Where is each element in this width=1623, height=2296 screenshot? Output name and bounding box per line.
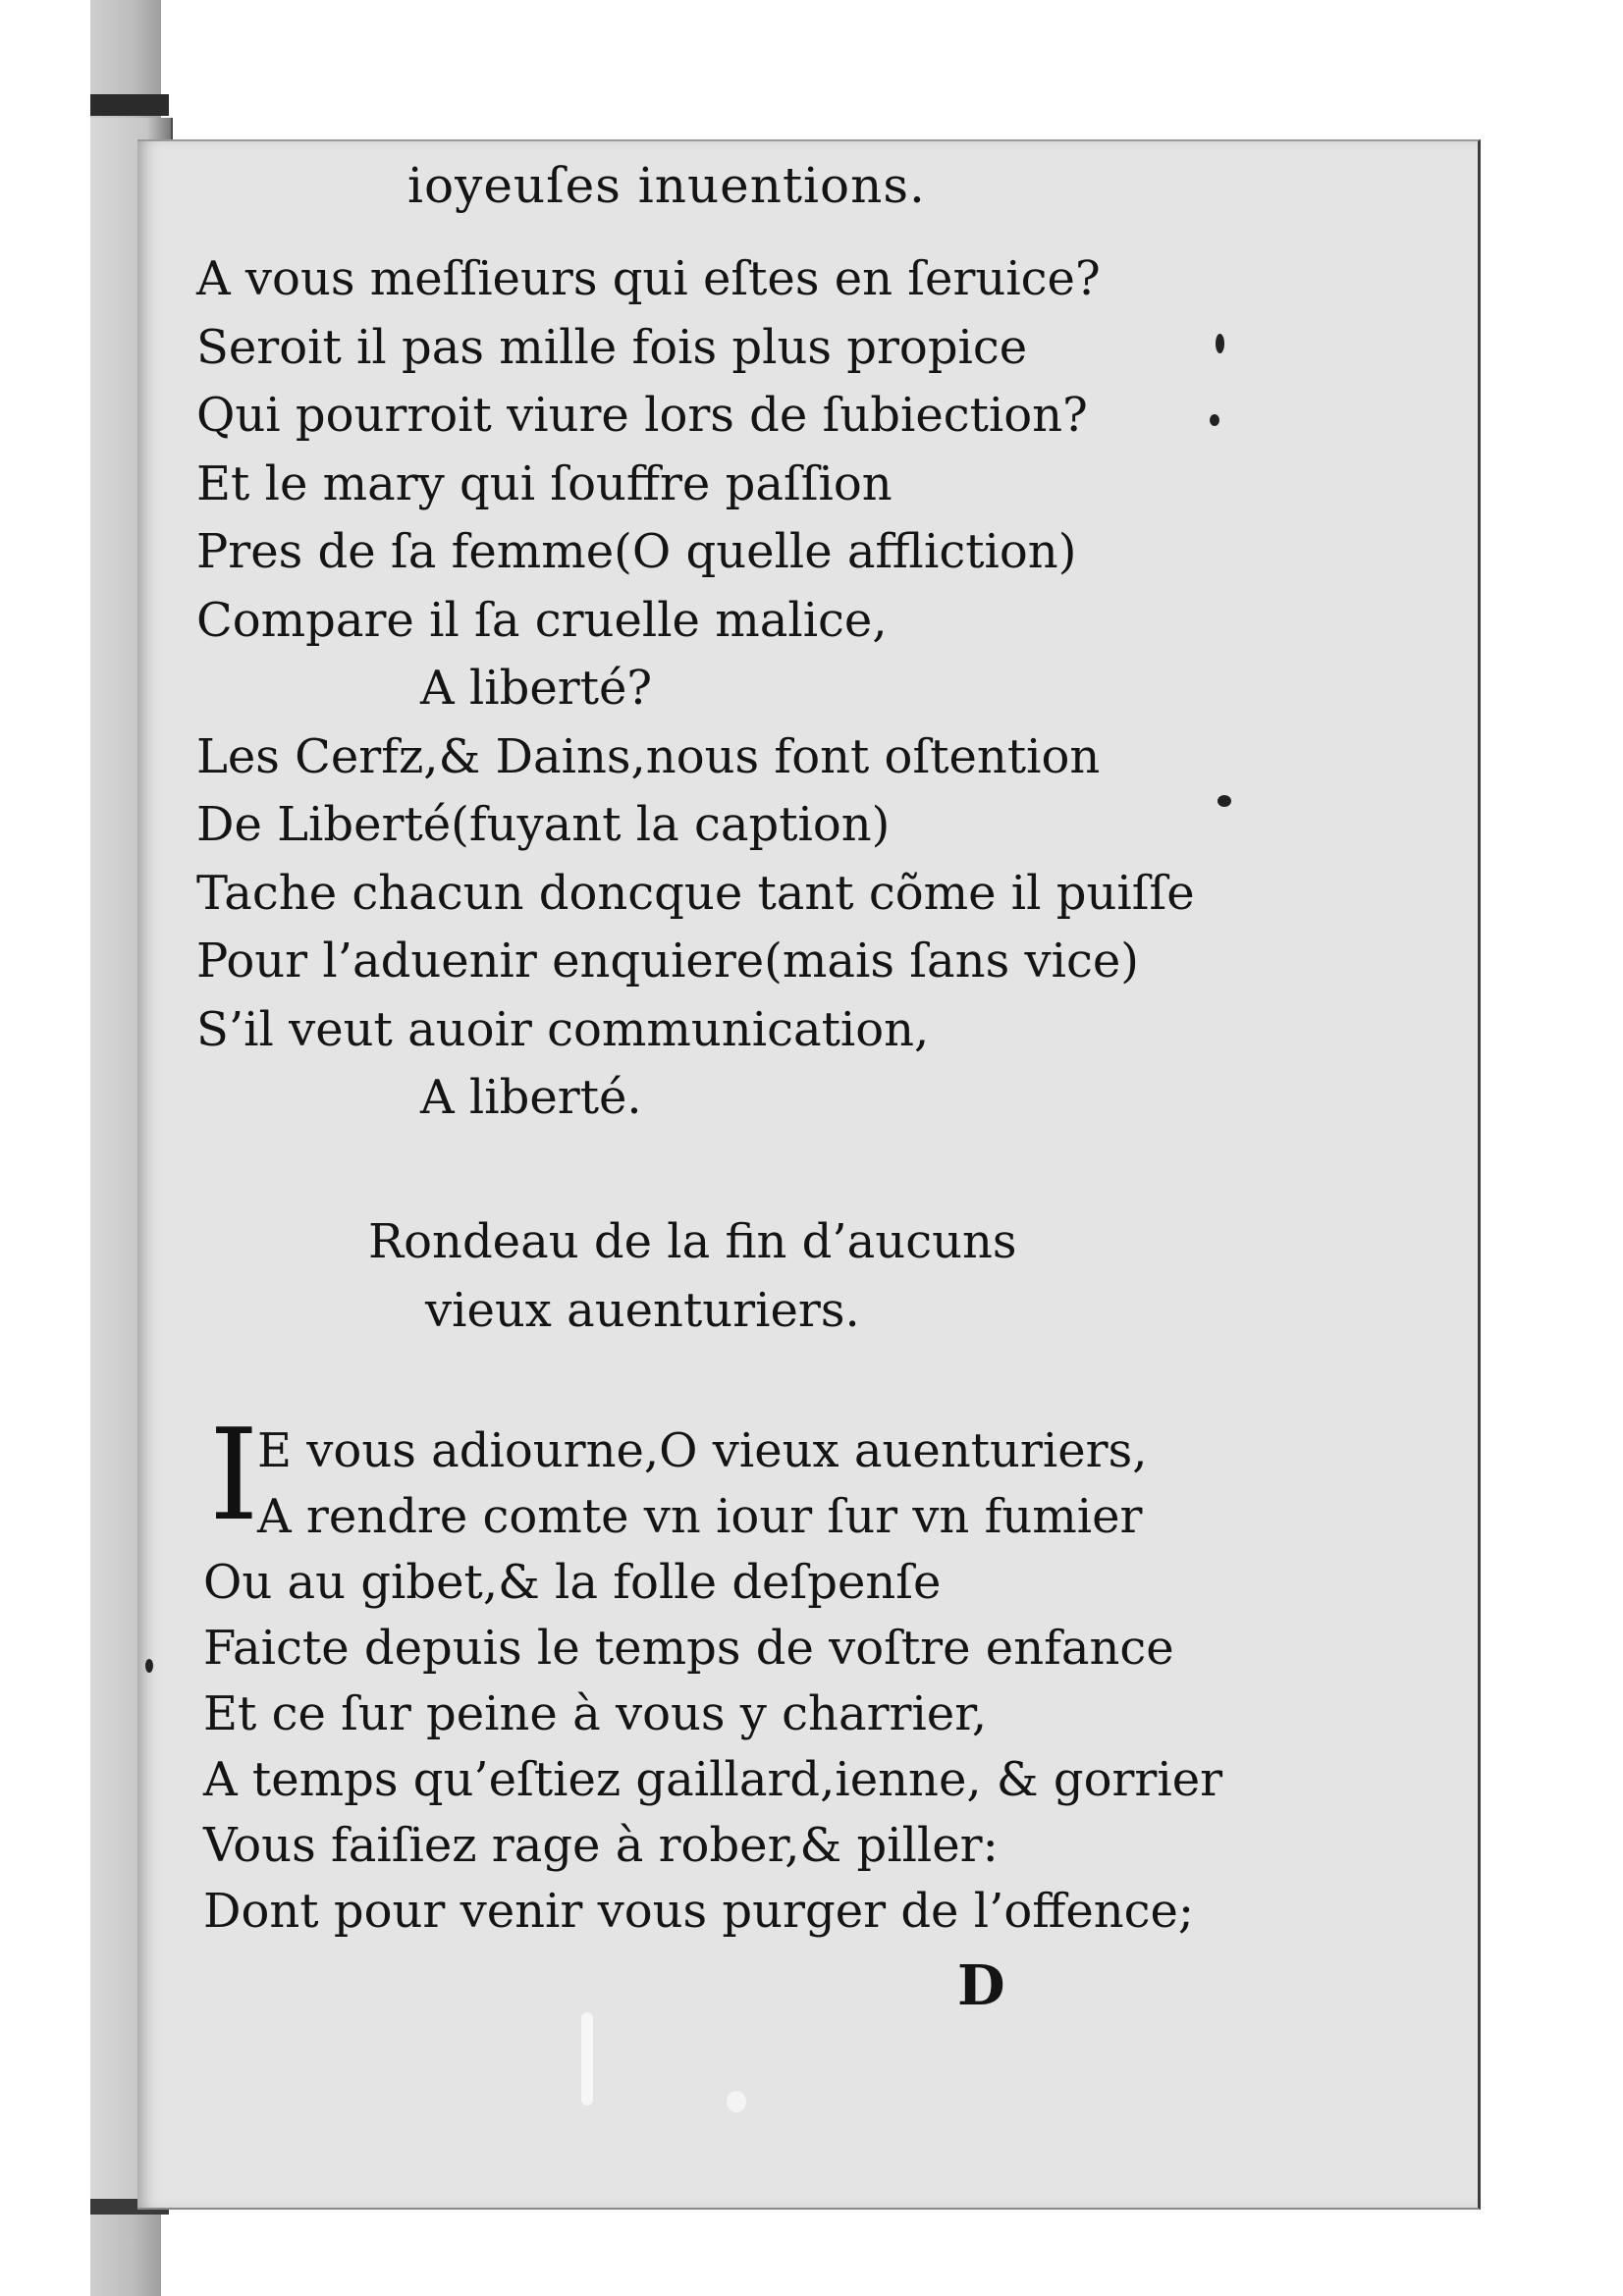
- verse-line: Pres de ſa femme(O quelle affliction): [196, 524, 1077, 579]
- rondeau-line: Vous faiſiez rage à rober,& piller:: [203, 1818, 999, 1873]
- ink-speck: [1216, 334, 1224, 353]
- rondeau-line: Ou au gibet,& la folle deſpenſe: [203, 1555, 942, 1610]
- verse-line: A vous meſſieurs qui eſtes en ſeruice?: [196, 251, 1101, 306]
- drop-cap-initial: I: [209, 1403, 259, 1549]
- rondeau-heading-line-2: vieux auenturiers.: [425, 1283, 860, 1338]
- verse-line: Qui pourroit viure lors de ſubiection?: [196, 388, 1088, 443]
- rondeau-line: Et ce ſur peine à vous y charrier,: [203, 1686, 988, 1741]
- refrain-line: A liberté?: [420, 661, 653, 716]
- ink-speck: [145, 1659, 153, 1673]
- rondeau-heading: [368, 1207, 1017, 1345]
- verse-line: Seroit il pas mille fois plus propice: [196, 319, 1028, 375]
- verse-line: Les Cerfz,& Dains,nous font oſtention: [196, 728, 1101, 784]
- ink-speck: [1210, 414, 1219, 426]
- rondeau-line: Faicte depuis le temps de voſtre enfance: [203, 1621, 1174, 1676]
- rondeau-opening-lines: [257, 1418, 1147, 1550]
- verse-line: Et le mary qui ſouffre paſſion: [196, 455, 893, 511]
- binding-spine-top: [90, 94, 169, 116]
- ink-speck: [1217, 795, 1231, 807]
- ballade-stanza: [196, 245, 1195, 1133]
- rondeau-line: E vous adiourne,O vieux auenturiers,: [257, 1423, 1148, 1478]
- refrain-line: A liberté.: [420, 1070, 642, 1125]
- rondeau-line: A temps qu’eſtiez gaillard,ienne, & gorrier: [203, 1752, 1223, 1807]
- rondeau-line: Dont pour venir vous purger de l’offence;: [203, 1884, 1195, 1939]
- rondeau-line: A rendre comte vn iour ſur vn fumier: [257, 1489, 1143, 1544]
- verse-line: Compare il ſa cruelle malice,: [196, 592, 888, 648]
- signature-mark: D: [957, 1953, 1005, 2018]
- verse-line: Tache chacun doncque tant cõme il puiſſe: [196, 865, 1195, 921]
- paper-crease: [581, 2012, 593, 2106]
- rondeau-heading-line-1: Rondeau de la fin d’aucuns: [368, 1214, 1017, 1269]
- paper-hole: [727, 2091, 746, 2112]
- rondeau-body: [203, 1550, 1222, 1945]
- verse-line: De Liberté(fuyant la caption): [196, 797, 891, 852]
- verse-line: S’il veut auoir communication,: [196, 1001, 930, 1057]
- running-head: ioyeuſes inuentions.: [407, 157, 926, 214]
- verse-line: Pour l’aduenir enquiere(mais ſans vice): [196, 934, 1139, 988]
